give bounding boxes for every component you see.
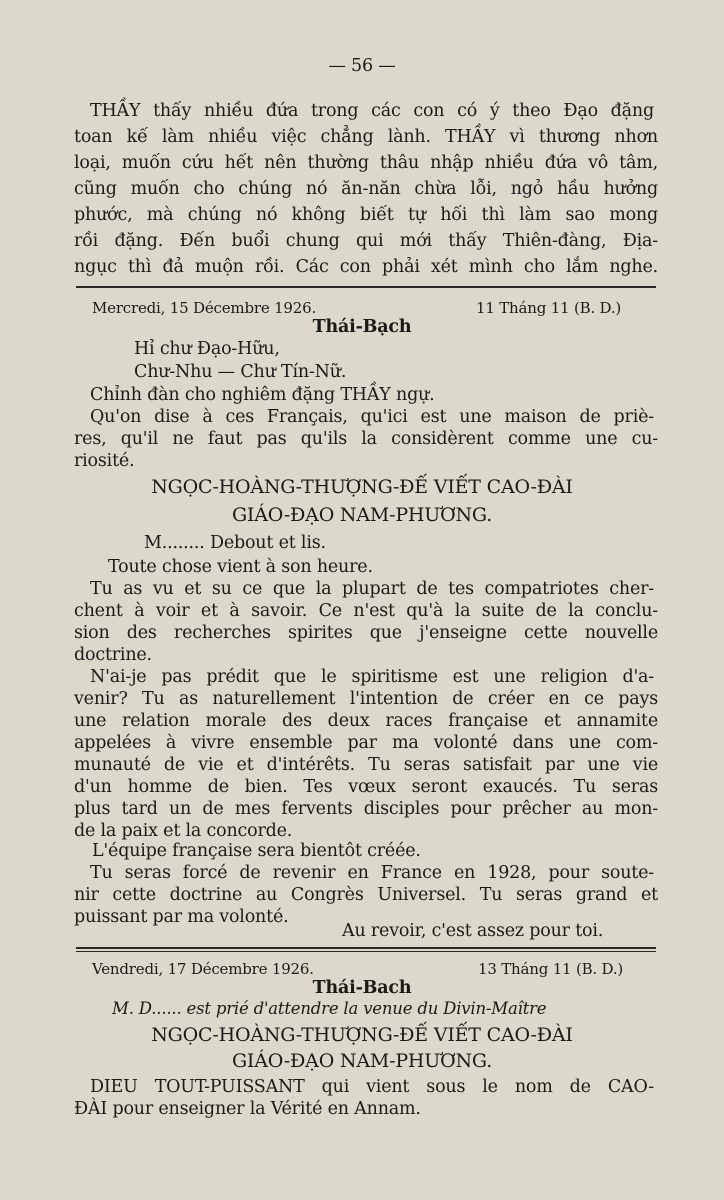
paragraph-line: riosité. xyxy=(74,451,135,471)
paragraph-line: N'ai-je pas prédit que le spiritisme est une religion d'a- xyxy=(90,667,654,687)
paragraph-line: toan kế làm nhiều việc chẳng lành. THẦY vì thương nhơn xyxy=(74,127,658,147)
paragraph-line: d'un homme de bien. Tes vœux seront exaucés. Tu seras xyxy=(74,777,658,797)
paragraph-line: cũng muốn cho chúng nó ăn-năn chừa lỗi, ngỏ hầu hưởng xyxy=(74,179,658,199)
paragraph-line: phước, mà chúng nó không biết tự hối thì làm sao mong xyxy=(74,205,658,225)
speaker-name: Thái-Bạch xyxy=(312,317,412,337)
paragraph-line: res, qu'il ne faut pas qu'ils la considèrent comme une cu- xyxy=(74,429,658,449)
paragraph-line: munauté de vie et d'intérêts. Tu seras satisfait par une vie xyxy=(74,755,658,775)
paragraph-line: sion des recherches spirites que j'enseigne cette nouvelle xyxy=(74,623,658,643)
paragraph-line: Toute chose vient à son heure. xyxy=(108,557,373,577)
heading-line: GIÁO-ĐẠO NAM-PHƯƠNG. xyxy=(231,504,493,526)
paragraph-line: THẦY thấy nhiều đứa trong các con có ý theo Đạo đặng xyxy=(90,101,654,121)
seance-date-left: Vendredi, 17 Décembre 1926. xyxy=(92,960,314,978)
paragraph-line: nir cette doctrine au Congrès Universel. Tu seras grand et xyxy=(74,885,658,905)
seance-date-right: 11 Tháng 11 (B. D.) xyxy=(476,299,622,317)
greeting-line: Chư-Nhu — Chư Tín-Nữ. xyxy=(134,362,347,382)
paragraph-line: L'équipe française sera bientôt créée. xyxy=(92,841,421,861)
paragraph-line: Qu'on dise à ces Français, qu'ici est une maison de priè- xyxy=(90,407,654,427)
address-line: M........ Debout et lis. xyxy=(144,533,326,553)
paragraph-line: ĐÀI pour enseigner la Vérité en Annam. xyxy=(74,1099,421,1119)
paragraph-line: plus tard un de mes fervents disciples pour prêcher au mon- xyxy=(74,799,658,819)
instruction-line: Chỉnh đàn cho nghiêm đặng THẦY ngự. xyxy=(90,385,435,405)
paragraph-line: appelées à vivre ensemble par ma volonté dans une com- xyxy=(74,733,658,753)
heading-line: NGỌC-HOÀNG-THƯỢNG-ĐẾ VIẾT CAO-ĐÀI xyxy=(151,476,573,498)
heading-line: GIÁO-ĐẠO NAM-PHƯƠNG. xyxy=(231,1050,493,1072)
closing-line: Au revoir, c'est assez pour toi. xyxy=(342,921,604,941)
heading-line: NGỌC-HOÀNG-THƯỢNG-ĐẾ VIẾT CAO-ĐÀI xyxy=(151,1024,573,1046)
page-number: — 56 — xyxy=(328,56,396,76)
paragraph-line: puissant par ma volonté. xyxy=(74,907,289,927)
greeting-line: Hỉ chư Đạo-Hữu, xyxy=(134,339,280,359)
section-divider xyxy=(76,947,656,949)
speaker-name: Thái-Bach xyxy=(312,978,412,998)
paragraph-line: Tu as vu et su ce que la plupart de tes compatriotes cher- xyxy=(90,579,654,599)
paragraph-line: chent à voir et à savoir. Ce n'est qu'à la suite de la conclu- xyxy=(74,601,658,621)
paragraph-line: venir? Tu as naturellement l'intention de créer en ce pays xyxy=(74,689,658,709)
paragraph-line: rồi đặng. Đến buổi chung qui mới thấy Thiên-đàng, Địa- xyxy=(74,231,658,251)
seance-date-right: 13 Tháng 11 (B. D.) xyxy=(478,960,624,978)
section-divider xyxy=(76,951,656,952)
note-line: M. D...... est prié d'attendre la venue du Divin-Maître xyxy=(112,999,547,1018)
paragraph-line: une relation morale des deux races française et annamite xyxy=(74,711,658,731)
paragraph-line: de la paix et la concorde. xyxy=(74,821,293,841)
paragraph-line: doctrine. xyxy=(74,645,152,665)
paragraph-line: Tu seras forcé de revenir en France en 1928, pour soute- xyxy=(90,863,654,883)
paragraph-line: DIEU TOUT-PUISSANT qui vient sous le nom de CAO- xyxy=(90,1077,654,1097)
section-divider xyxy=(76,286,656,288)
paragraph-line: loại, muốn cứu hết nên thường thâu nhập nhiều đứa vô tâm, xyxy=(74,153,658,173)
paragraph-line: ngục thì đả muộn rồi. Các con phải xét mình cho lắm nghe. xyxy=(74,257,658,277)
seance-date-left: Mercredi, 15 Décembre 1926. xyxy=(92,299,317,317)
